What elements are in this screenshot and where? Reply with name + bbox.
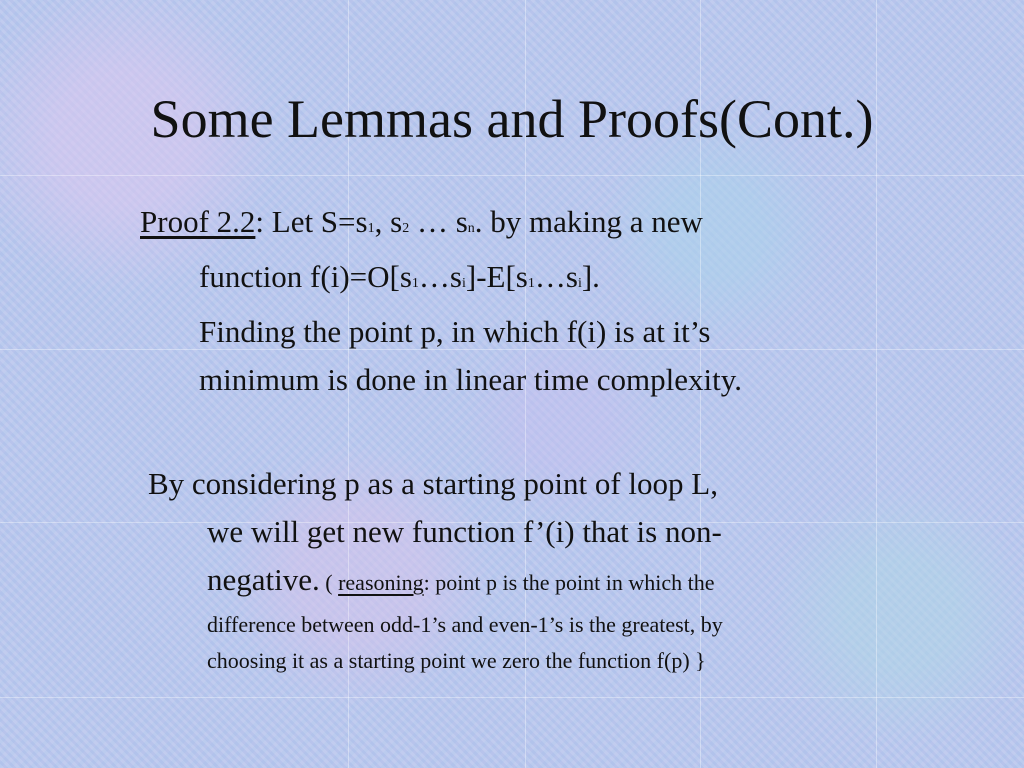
subscript: 1 bbox=[367, 221, 375, 236]
subscript: 1 bbox=[411, 276, 419, 291]
texture-seam bbox=[0, 175, 1024, 176]
consideration-line-4: difference between odd-1’s and even-1’s is the greatest, by bbox=[207, 612, 723, 637]
text-run: …s bbox=[534, 259, 578, 294]
text-run: , s bbox=[374, 204, 403, 239]
subscript: n bbox=[467, 221, 475, 236]
proof-line-4: minimum is done in linear time complexity. bbox=[199, 362, 742, 397]
text-run: … s bbox=[409, 204, 468, 239]
text-run: ( bbox=[319, 570, 339, 595]
consideration-paragraph bbox=[148, 460, 908, 679]
texture-seam bbox=[0, 697, 1024, 698]
consideration-line-2: we will get new function f’(i) that is non- bbox=[207, 514, 722, 549]
consideration-line-1: By considering p as a starting point of loop L, bbox=[148, 466, 718, 501]
proof-line-1 bbox=[140, 198, 910, 253]
slide-title: Some Lemmas and Proofs(Cont.) bbox=[150, 89, 874, 149]
text-run: negative. bbox=[207, 562, 320, 597]
text-run: : point p is the point in which the bbox=[423, 570, 715, 595]
subscript: i bbox=[577, 276, 582, 291]
text-run: ]. bbox=[581, 259, 600, 294]
text-run: …s bbox=[418, 259, 462, 294]
proof-line-2 bbox=[140, 253, 910, 308]
proof-line-3: Finding the point p, in which f(i) is at it’s bbox=[199, 314, 711, 349]
subscript: 2 bbox=[402, 221, 410, 236]
subscript: i bbox=[461, 276, 466, 291]
subscript: 1 bbox=[527, 276, 535, 291]
text-run: . by making a new bbox=[474, 204, 703, 239]
consideration-line-3 bbox=[148, 556, 908, 607]
proof-label: Proof 2.2 bbox=[140, 204, 256, 239]
text-run: function f(i)=O[s bbox=[199, 259, 412, 294]
text-run: ]-E[s bbox=[465, 259, 528, 294]
proof-paragraph bbox=[140, 198, 910, 404]
consideration-line-5: choosing it as a starting point we zero the function f(p) } bbox=[207, 648, 706, 673]
text-run: : Let S=s bbox=[255, 204, 368, 239]
reasoning-label: reasoning bbox=[338, 570, 424, 595]
